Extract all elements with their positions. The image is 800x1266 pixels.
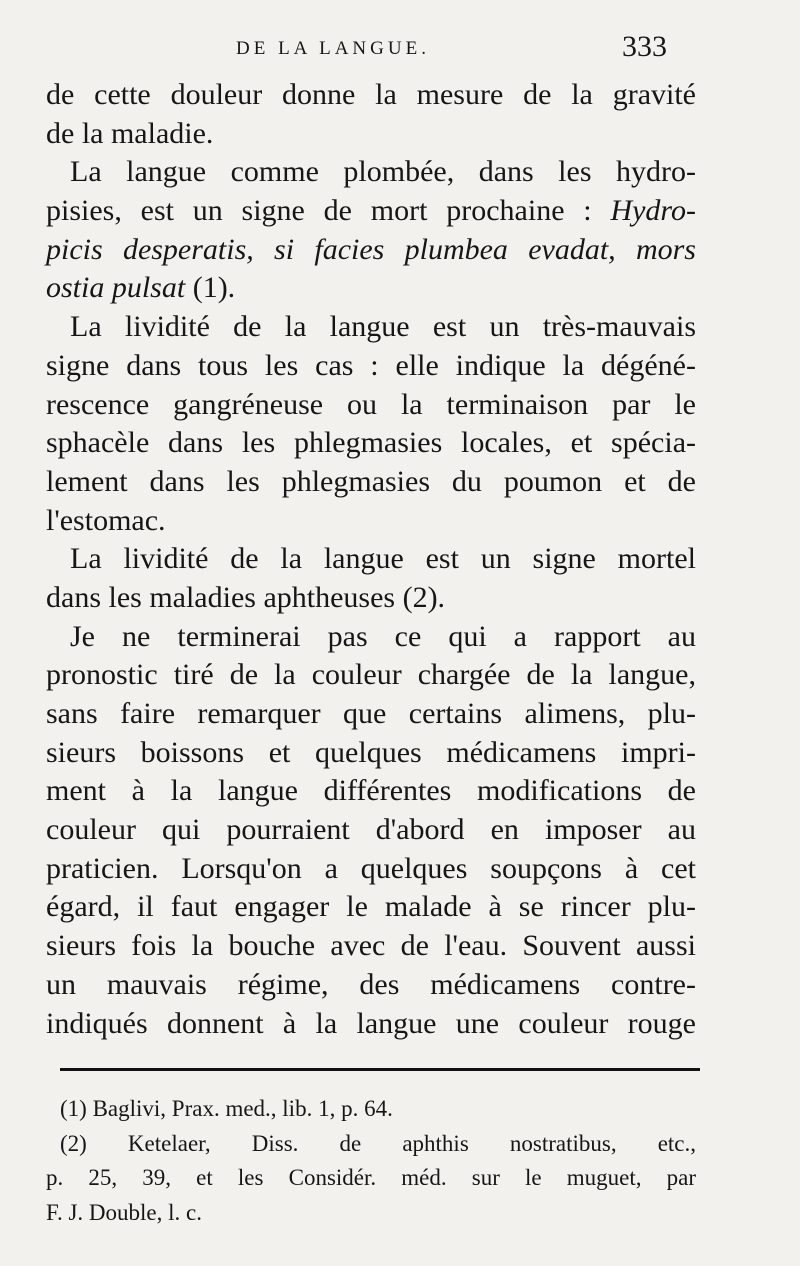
body-text <box>46 76 696 1043</box>
text-line: pronostic tiré de la couleur chargée de la langue, <box>46 658 696 692</box>
text-line: signe dans tous les cas : elle indique la dégéné- <box>46 348 696 382</box>
text-line: ment à la langue différentes modifications de <box>46 774 696 808</box>
text-line: sans faire remarquer que certains alimens, plu- <box>46 697 696 730</box>
footnote-line: F. J. Double, l. c. <box>46 1199 202 1225</box>
paragraph-start-line: La lividité de la langue est un très-mauvais <box>70 310 696 344</box>
text-line: indiqués donnent à la langue une couleur rouge <box>46 1006 696 1040</box>
paragraph-start-line: Je ne terminerai pas ce qui a rapport au <box>70 619 696 653</box>
text-line: praticien. Lorsqu'on a quelques soupçons à cet <box>46 851 696 885</box>
text-line: couleur qui pourraient d'abord en imposer au <box>46 813 696 847</box>
text-line: pisies, est un signe de mort prochaine : Hydro- <box>46 194 696 228</box>
text-line: dans les maladies aphtheuses (2). <box>46 580 446 614</box>
text-line: picis desperatis, si facies plumbea evadat, mors <box>46 232 696 266</box>
text-line: un mauvais régime, des médicamens contre- <box>46 967 696 1001</box>
running-title: DE LA LANGUE. <box>236 38 430 59</box>
text-line: sphacèle dans les phlegmasies locales, et spécia- <box>46 426 696 460</box>
page-number: 333 <box>622 30 667 63</box>
footnotes <box>46 1092 696 1230</box>
footnote-line: p. 25, 39, et les Considér. méd. sur le muguet, par <box>46 1165 696 1190</box>
footnote-rule <box>60 1068 700 1071</box>
text-line: ostia pulsat (1). <box>46 271 236 305</box>
text-line: égard, il faut engager le malade à se rincer plu- <box>46 890 696 924</box>
text-line: rescence gangréneuse ou la terminaison par le <box>46 387 696 421</box>
paragraph-start-line: La langue comme plombée, dans les hydro- <box>70 155 696 189</box>
text-line: lement dans les phlegmasies du poumon et de <box>46 464 696 498</box>
footnote-line: (2) Ketelaer, Diss. de aphthis nostratibus, etc., <box>60 1130 696 1156</box>
text-line: sieurs boissons et quelques médicamens impri- <box>46 735 696 769</box>
paragraph-start-line: La lividité de la langue est un signe mortel <box>70 542 696 576</box>
text-line: de cette douleur donne la mesure de la gravité <box>46 78 696 111</box>
text-line: de la maladie. <box>46 116 214 150</box>
text-line: l'estomac. <box>46 503 166 537</box>
footnote-line: (1) Baglivi, Prax. med., lib. 1, p. 64. <box>60 1096 393 1121</box>
text-line: sieurs fois la bouche avec de l'eau. Souvent aussi <box>46 929 696 963</box>
